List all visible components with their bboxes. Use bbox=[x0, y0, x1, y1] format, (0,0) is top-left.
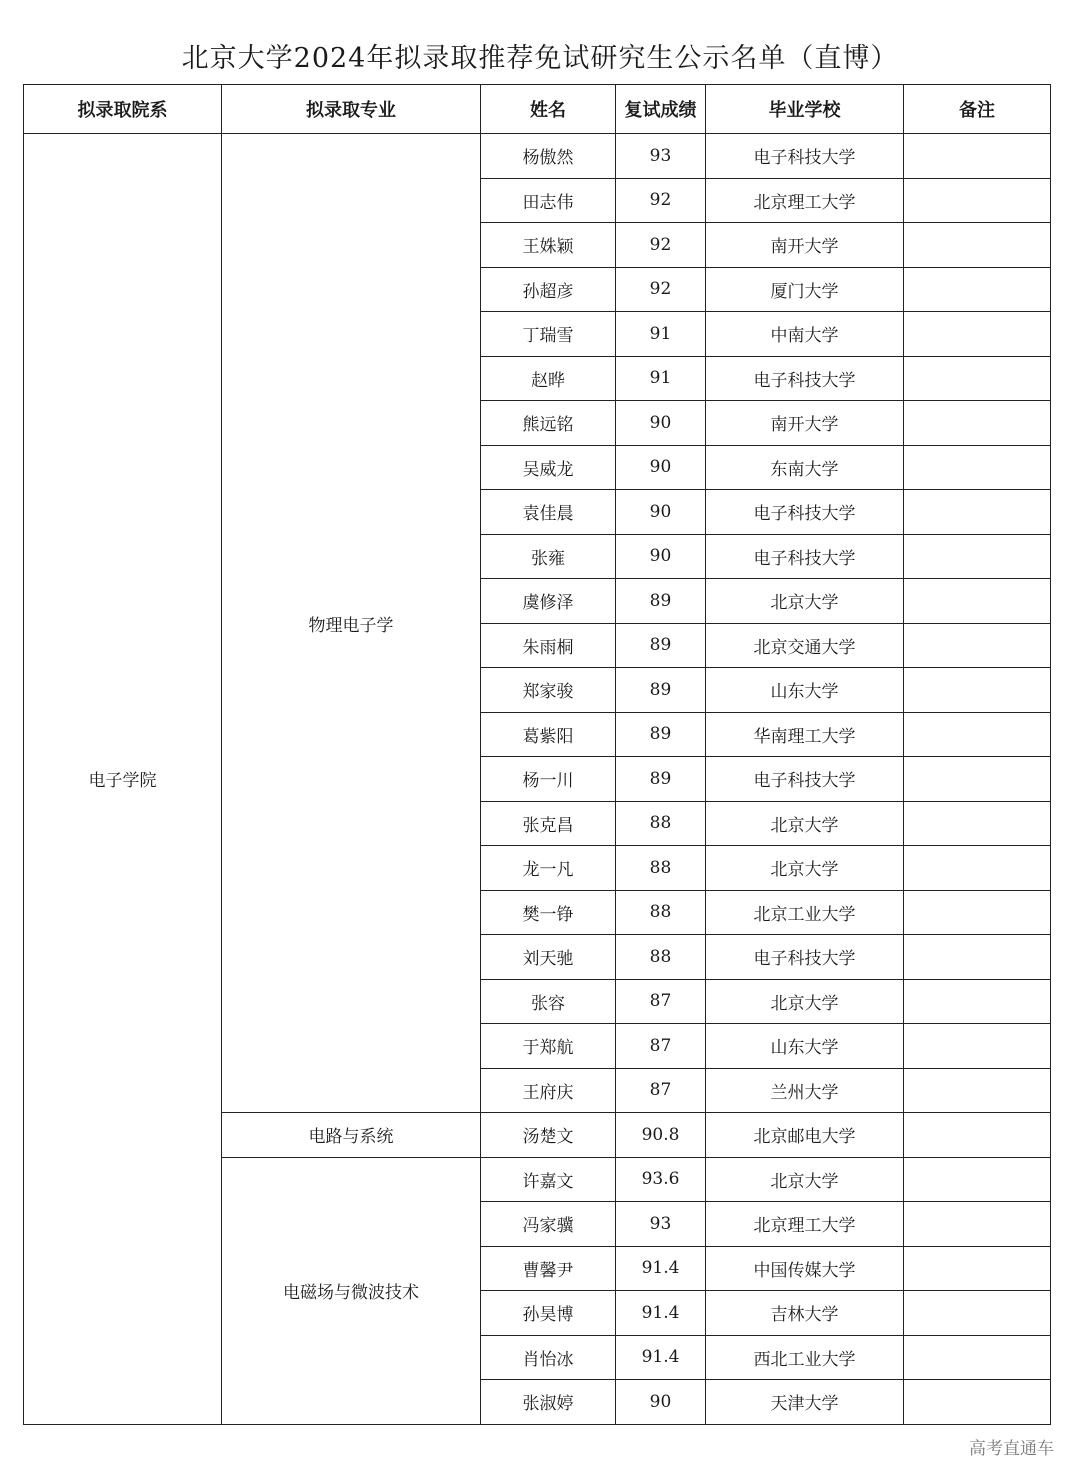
school-cell: 南开大学 bbox=[706, 223, 904, 268]
score-cell: 87 bbox=[616, 979, 706, 1024]
school-cell: 东南大学 bbox=[706, 445, 904, 490]
score-cell: 89 bbox=[616, 712, 706, 757]
student-name-cell: 肖怡冰 bbox=[481, 1335, 616, 1380]
header-name: 姓名 bbox=[481, 85, 616, 134]
score-cell: 90 bbox=[616, 490, 706, 535]
school-cell: 山东大学 bbox=[706, 1024, 904, 1069]
remark-cell bbox=[904, 534, 1051, 579]
student-name-cell: 王府庆 bbox=[481, 1068, 616, 1113]
student-name-cell: 许嘉文 bbox=[481, 1157, 616, 1202]
student-name-cell: 张雍 bbox=[481, 534, 616, 579]
student-name-cell: 丁瑞雪 bbox=[481, 312, 616, 357]
header-score: 复试成绩 bbox=[616, 85, 706, 134]
score-cell: 91 bbox=[616, 312, 706, 357]
remark-cell bbox=[904, 846, 1051, 891]
major-cell: 物理电子学 bbox=[222, 134, 481, 1113]
score-cell: 87 bbox=[616, 1068, 706, 1113]
remark-cell bbox=[904, 801, 1051, 846]
remark-cell bbox=[904, 1202, 1051, 1247]
remark-cell bbox=[904, 490, 1051, 535]
remark-cell bbox=[904, 445, 1051, 490]
remark-cell bbox=[904, 623, 1051, 668]
school-cell: 电子科技大学 bbox=[706, 356, 904, 401]
remark-cell bbox=[904, 1380, 1051, 1425]
student-name-cell: 袁佳晨 bbox=[481, 490, 616, 535]
student-name-cell: 张容 bbox=[481, 979, 616, 1024]
school-cell: 西北工业大学 bbox=[706, 1335, 904, 1380]
student-name-cell: 杨傲然 bbox=[481, 134, 616, 179]
school-cell: 兰州大学 bbox=[706, 1068, 904, 1113]
student-name-cell: 于郑航 bbox=[481, 1024, 616, 1069]
page-title: 北京大学2024年拟录取推荐免试研究生公示名单（直博） bbox=[181, 43, 899, 74]
remark-cell bbox=[904, 890, 1051, 935]
remark-cell bbox=[904, 1113, 1051, 1158]
school-cell: 北京大学 bbox=[706, 579, 904, 624]
table-body bbox=[24, 134, 1051, 1425]
remark-cell bbox=[904, 1291, 1051, 1336]
remark-cell bbox=[904, 267, 1051, 312]
remark-cell bbox=[904, 935, 1051, 980]
remark-cell bbox=[904, 1068, 1051, 1113]
score-cell: 93.6 bbox=[616, 1157, 706, 1202]
student-name-cell: 汤楚文 bbox=[481, 1113, 616, 1158]
score-cell: 93 bbox=[616, 134, 706, 179]
school-cell: 北京大学 bbox=[706, 979, 904, 1024]
remark-cell bbox=[904, 134, 1051, 179]
header-school: 毕业学校 bbox=[706, 85, 904, 134]
remark-cell bbox=[904, 668, 1051, 713]
score-cell: 92 bbox=[616, 267, 706, 312]
student-name-cell: 熊远铭 bbox=[481, 401, 616, 446]
remark-cell bbox=[904, 1024, 1051, 1069]
score-cell: 87 bbox=[616, 1024, 706, 1069]
score-cell: 90 bbox=[616, 445, 706, 490]
student-name-cell: 孙超彦 bbox=[481, 267, 616, 312]
student-name-cell: 赵晔 bbox=[481, 356, 616, 401]
major-cell: 电路与系统 bbox=[222, 1113, 481, 1158]
score-cell: 90.8 bbox=[616, 1113, 706, 1158]
remark-cell bbox=[904, 401, 1051, 446]
school-cell: 电子科技大学 bbox=[706, 935, 904, 980]
student-name-cell: 曹馨尹 bbox=[481, 1246, 616, 1291]
student-name-cell: 朱雨桐 bbox=[481, 623, 616, 668]
student-name-cell: 吴威龙 bbox=[481, 445, 616, 490]
score-cell: 92 bbox=[616, 223, 706, 268]
header-row bbox=[24, 85, 1051, 134]
student-name-cell: 郑家骏 bbox=[481, 668, 616, 713]
watermark: 高考直通车 bbox=[969, 1439, 1054, 1459]
student-name-cell: 龙一凡 bbox=[481, 846, 616, 891]
header-major: 拟录取专业 bbox=[222, 85, 481, 134]
remark-cell bbox=[904, 223, 1051, 268]
school-cell: 华南理工大学 bbox=[706, 712, 904, 757]
school-cell: 北京交通大学 bbox=[706, 623, 904, 668]
department-cell: 电子学院 bbox=[24, 134, 222, 1425]
student-name-cell: 孙昊博 bbox=[481, 1291, 616, 1336]
school-cell: 北京大学 bbox=[706, 1157, 904, 1202]
school-cell: 天津大学 bbox=[706, 1380, 904, 1425]
school-cell: 北京大学 bbox=[706, 846, 904, 891]
student-name-cell: 葛紫阳 bbox=[481, 712, 616, 757]
school-cell: 电子科技大学 bbox=[706, 757, 904, 802]
admission-table bbox=[23, 84, 1051, 1425]
score-cell: 91.4 bbox=[616, 1291, 706, 1336]
table-row bbox=[24, 134, 1051, 179]
remark-cell bbox=[904, 579, 1051, 624]
score-cell: 93 bbox=[616, 1202, 706, 1247]
score-cell: 88 bbox=[616, 801, 706, 846]
school-cell: 中南大学 bbox=[706, 312, 904, 357]
school-cell: 山东大学 bbox=[706, 668, 904, 713]
score-cell: 90 bbox=[616, 1380, 706, 1425]
score-cell: 91 bbox=[616, 356, 706, 401]
score-cell: 88 bbox=[616, 935, 706, 980]
school-cell: 北京邮电大学 bbox=[706, 1113, 904, 1158]
student-name-cell: 王姝颖 bbox=[481, 223, 616, 268]
student-name-cell: 田志伟 bbox=[481, 178, 616, 223]
school-cell: 北京理工大学 bbox=[706, 178, 904, 223]
score-cell: 90 bbox=[616, 401, 706, 446]
major-cell: 电磁场与微波技术 bbox=[222, 1157, 481, 1424]
score-cell: 92 bbox=[616, 178, 706, 223]
student-name-cell: 杨一川 bbox=[481, 757, 616, 802]
student-name-cell: 虞修泽 bbox=[481, 579, 616, 624]
header-remark: 备注 bbox=[904, 85, 1051, 134]
remark-cell bbox=[904, 1157, 1051, 1202]
school-cell: 北京大学 bbox=[706, 801, 904, 846]
score-cell: 88 bbox=[616, 890, 706, 935]
school-cell: 厦门大学 bbox=[706, 267, 904, 312]
student-name-cell: 张淑婷 bbox=[481, 1380, 616, 1425]
score-cell: 91.4 bbox=[616, 1335, 706, 1380]
remark-cell bbox=[904, 312, 1051, 357]
remark-cell bbox=[904, 356, 1051, 401]
score-cell: 91.4 bbox=[616, 1246, 706, 1291]
student-name-cell: 刘天驰 bbox=[481, 935, 616, 980]
header-department: 拟录取院系 bbox=[24, 85, 222, 134]
score-cell: 89 bbox=[616, 757, 706, 802]
school-cell: 北京工业大学 bbox=[706, 890, 904, 935]
school-cell: 中国传媒大学 bbox=[706, 1246, 904, 1291]
remark-cell bbox=[904, 1246, 1051, 1291]
remark-cell bbox=[904, 712, 1051, 757]
school-cell: 吉林大学 bbox=[706, 1291, 904, 1336]
student-name-cell: 樊一铮 bbox=[481, 890, 616, 935]
student-name-cell: 张克昌 bbox=[481, 801, 616, 846]
school-cell: 北京理工大学 bbox=[706, 1202, 904, 1247]
school-cell: 电子科技大学 bbox=[706, 490, 904, 535]
remark-cell bbox=[904, 757, 1051, 802]
student-name-cell: 冯家骥 bbox=[481, 1202, 616, 1247]
remark-cell bbox=[904, 1335, 1051, 1380]
score-cell: 89 bbox=[616, 623, 706, 668]
score-cell: 90 bbox=[616, 534, 706, 579]
school-cell: 南开大学 bbox=[706, 401, 904, 446]
school-cell: 电子科技大学 bbox=[706, 134, 904, 179]
school-cell: 电子科技大学 bbox=[706, 534, 904, 579]
score-cell: 89 bbox=[616, 579, 706, 624]
remark-cell bbox=[904, 178, 1051, 223]
score-cell: 89 bbox=[616, 668, 706, 713]
remark-cell bbox=[904, 979, 1051, 1024]
score-cell: 88 bbox=[616, 846, 706, 891]
